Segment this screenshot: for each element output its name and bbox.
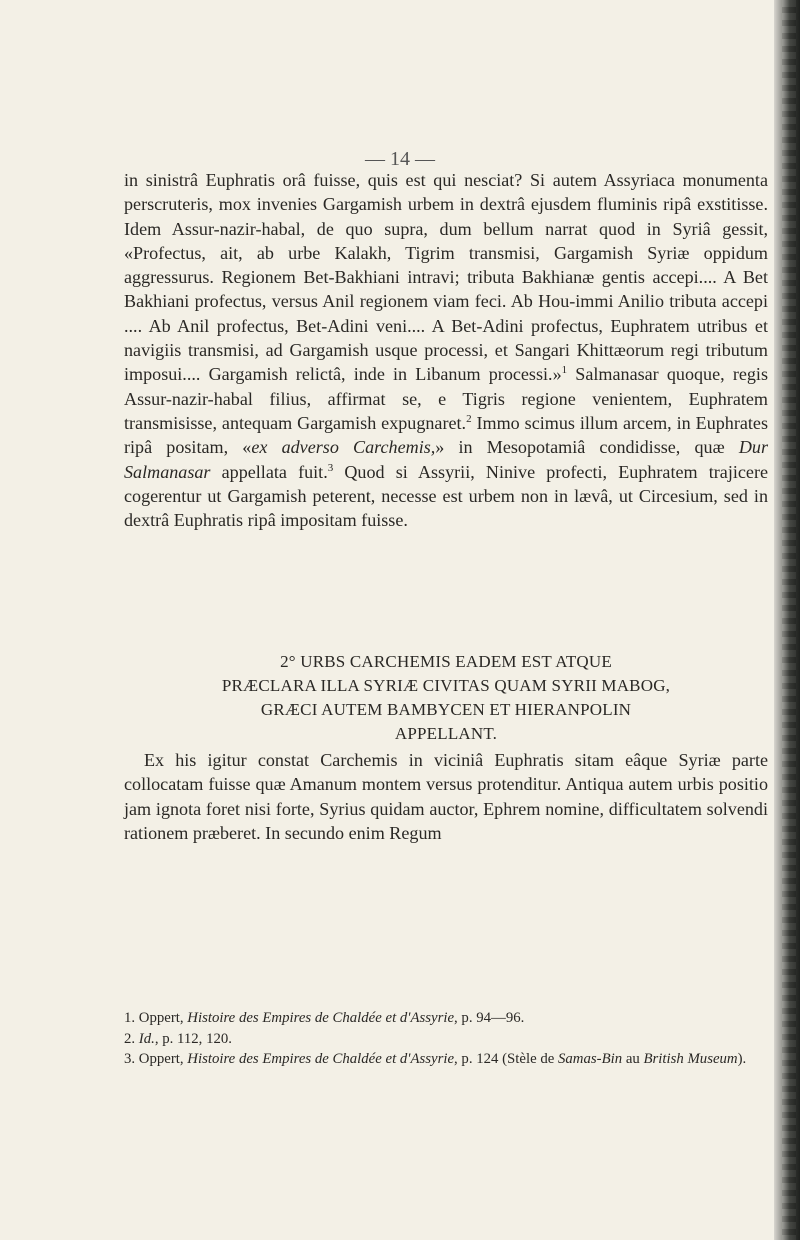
heading-line-3: GRÆCI AUTEM BAMBYCEN ET HIERANPOLIN [260,700,632,719]
footnote-3-mid-2: au [622,1051,644,1068]
footnote-2-post: , p. 112, 120. [154,1030,232,1047]
paragraph-1-text-f: Quod si Assyrii, Ninive profecti, Euphratem trajicere cogerentur ut Gargamish peterent, necesse est urbem non in lævâ, ut Circesium, sed in dextrâ Euphratis ripâ impositam fuisse. [124,461,768,531]
footnote-1 [124,1008,768,1029]
heading-line-1: 2° URBS CARCHEMIS EADEM EST ATQUE [280,652,612,671]
footnote-1-title: Histoire des Empires de Chaldée et d'Assyrie [187,1010,455,1026]
paragraph-1-text-d: » in Mesopotamiâ condidisse, quæ [435,437,739,458]
footnote-3 [124,1049,768,1070]
footnote-3-title-2: Samas-Bin [558,1051,623,1068]
footnote-3-post: ). [737,1051,747,1068]
page-edge-texture [782,0,796,1240]
footnote-3-pre: 3. Oppert, [124,1051,188,1068]
paragraph-1-text-e: appellata fuit. [210,461,328,482]
footnote-ref-2: 2 [466,412,472,425]
paragraph-1-text-c: Immo scimus illum arcem, in Euphrates ripâ positam, « [124,412,768,458]
paragraph-1 [124,168,768,532]
paragraph-1-italic-a: ex adverso Carchemis, [251,437,436,458]
footnote-1-pre: 1. Oppert, [124,1010,188,1026]
paragraph-1-italic-b: Dur Salmanasar [124,437,768,482]
footnote-1-post: , p. 94—96. [454,1010,525,1026]
footnote-3-title-3: British Museum [643,1051,738,1068]
section-heading [124,650,768,746]
footnote-ref-3: 3 [327,461,334,474]
footnote-2 [124,1029,768,1050]
paragraph-1-text-a: in sinistrâ Euphratis orâ fuisse, quis est qui nesciat? Si autem Assyriaca monumenta perscruteris, mox invenies Gargamish urbem in dextrâ ejusdem fluminis ripâ exstitisse. Idem Assur-nazir-habal, de quo supra, dum bellum narrat quod in Syriâ gessit, «Profectus, ait, ab urbe Kalakh, Tigrim transmisi, Gargamish Syriæ oppidum aggressurus. Regionem Bet-Bakhiani intravi; tributa Bakhianæ gentis accepi.... A Bet Bakhiani profectus, versus Anil regionem viam feci. Ab Hou-immi Anilio tributa accepi .... Ab Anil profectus, Bet-Adini veni.... A Bet-Adini profectus, Euphratem utribus et navigiis transmisi, ad Gargamish usque processi, et Sangari Khittæorum regi tributum imposui.... Gargamish relictâ, inde in Libanum processi.» [124,170,768,385]
paragraph-1-text-b: Salmanasar quoque, regis Assur-nazir-habal filius, affirmat se, e Tigris regione venientem, Euphratem transmisisse, antequam Gargamish expugnaret. [124,364,768,433]
footnote-2-pre: 2. [124,1030,139,1047]
heading-line-2: PRÆCLARA ILLA SYRIÆ CIVITAS QUAM SYRII MABOG, [221,676,671,695]
running-head: — 14 — [365,148,435,170]
footnote-3-title: Histoire des Empires de Chaldée et d'Assyrie [187,1051,455,1068]
footnote-3-mid: , p. 124 (Stèle de [454,1051,558,1068]
heading-line-4: APPELLANT. [394,724,498,743]
footnote-2-title: Id. [138,1030,155,1047]
paragraph-2: Ex his igitur constat Carchemis in viciniâ Euphratis sitam eâque Syriæ parte collocatam fuisse quæ Amanum montem versus protenditur. Antiqua autem urbis positio jam ignota foret nisi forte, Syrius quidam auctor, Ephrem nomine, difficultatem solvendi rationem præberet. In secundo enim Regum [124,750,768,843]
footnotes [124,1008,768,1070]
footnote-ref-1: 1 [561,364,568,377]
